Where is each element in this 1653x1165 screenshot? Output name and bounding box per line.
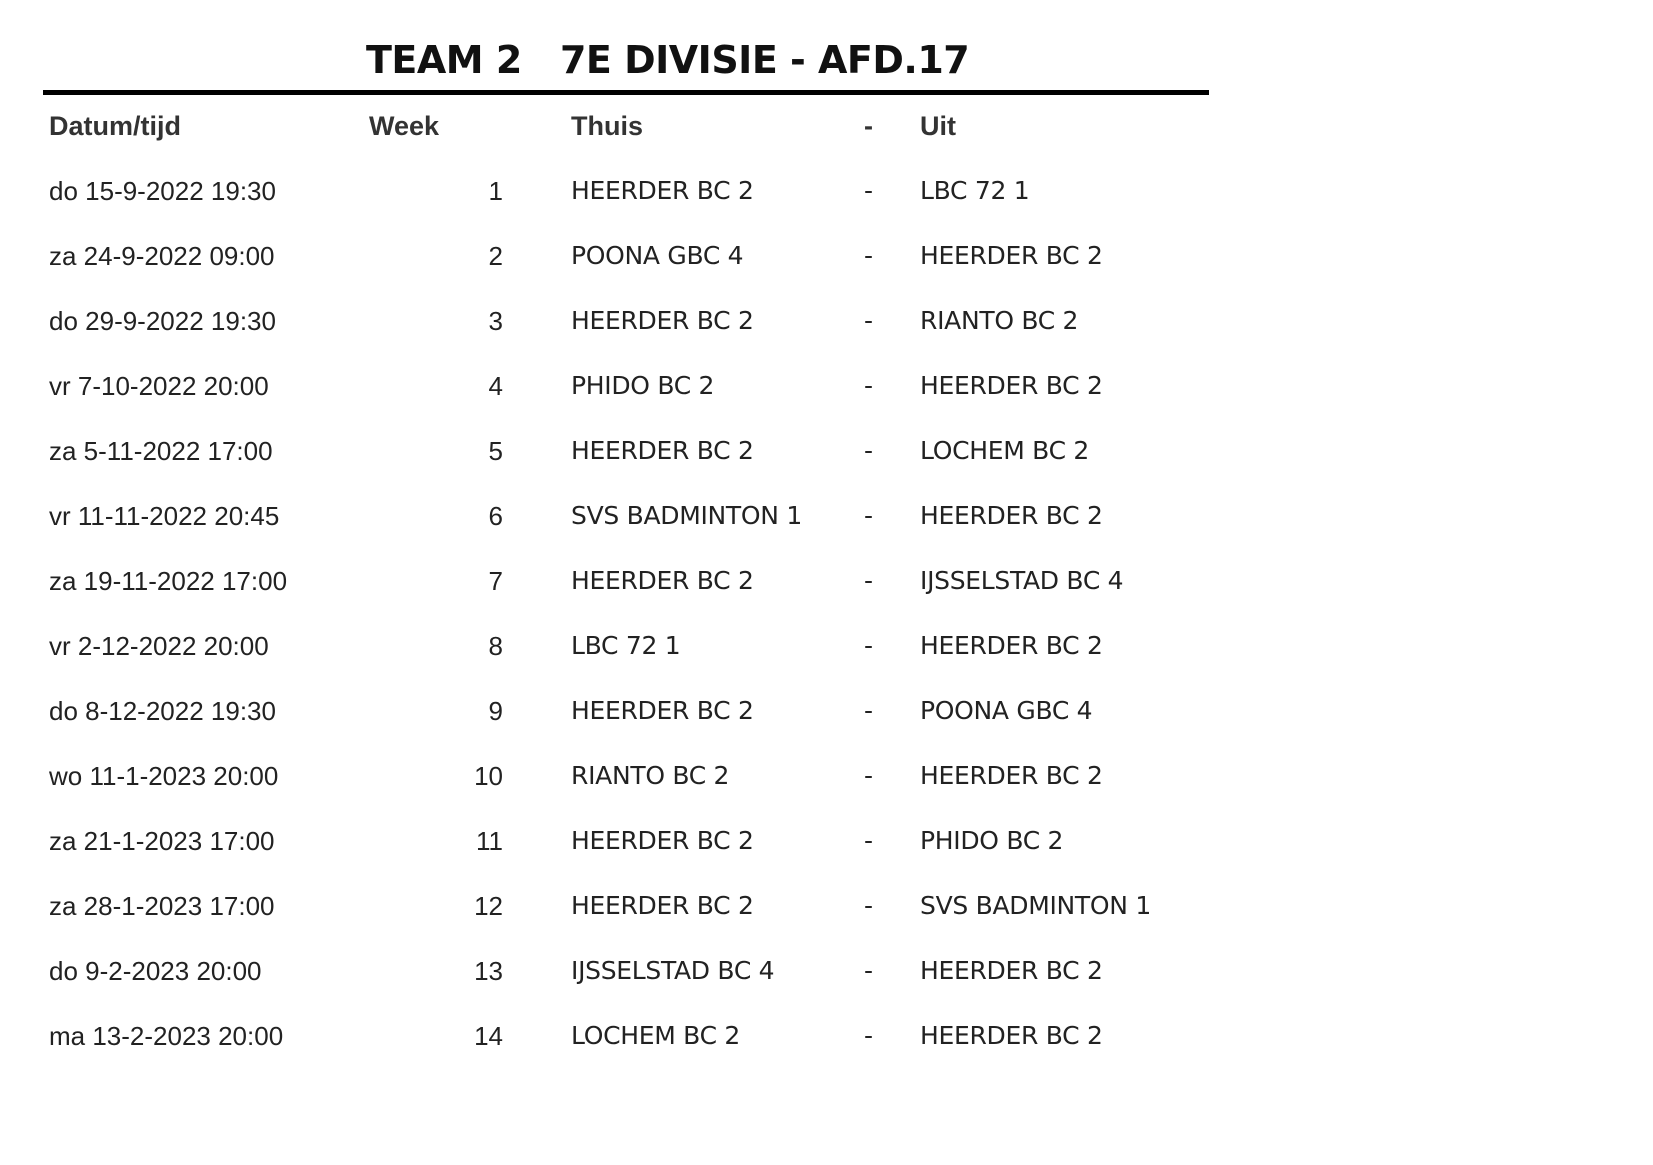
- column-header-week: Week: [369, 111, 440, 141]
- match-date: za 28-1-2023 17:00: [49, 891, 275, 921]
- match-separator: -: [864, 1021, 873, 1050]
- match-home-team: POONA GBC 4: [571, 241, 744, 270]
- table-row: [0, 561, 1653, 601]
- match-home-team: HEERDER BC 2: [571, 176, 754, 205]
- column-header-date: Datum/tijd: [49, 111, 181, 141]
- match-separator: -: [864, 891, 873, 920]
- match-week: 12: [474, 891, 503, 921]
- match-home-team: LBC 72 1: [571, 631, 681, 660]
- match-away-team: PHIDO BC 2: [920, 826, 1064, 855]
- match-separator: -: [864, 371, 873, 400]
- match-week: 1: [488, 176, 503, 206]
- match-away-team: HEERDER BC 2: [920, 1021, 1103, 1050]
- match-home-team: HEERDER BC 2: [571, 891, 754, 920]
- match-home-team: IJSSELSTAD BC 4: [571, 956, 775, 985]
- match-week: 5: [488, 436, 503, 466]
- match-home-team: HEERDER BC 2: [571, 566, 754, 595]
- match-date: vr 2-12-2022 20:00: [49, 631, 269, 661]
- table-row: [0, 756, 1653, 796]
- table-row: [0, 301, 1653, 341]
- match-date: do 9-2-2023 20:00: [49, 956, 262, 986]
- match-date: do 15-9-2022 19:30: [49, 176, 276, 206]
- match-away-team: POONA GBC 4: [920, 696, 1093, 725]
- match-date: ma 13-2-2023 20:00: [49, 1021, 284, 1051]
- match-separator: -: [864, 956, 873, 985]
- match-away-team: LOCHEM BC 2: [920, 436, 1090, 465]
- column-header-home: Thuis: [571, 111, 643, 141]
- match-home-team: HEERDER BC 2: [571, 826, 754, 855]
- match-separator: -: [864, 176, 873, 205]
- table-row: [0, 821, 1653, 861]
- match-home-team: SVS BADMINTON 1: [571, 501, 802, 530]
- match-away-team: HEERDER BC 2: [920, 371, 1103, 400]
- match-week: 4: [488, 371, 503, 401]
- match-week: 13: [474, 956, 503, 986]
- match-separator: -: [864, 761, 873, 790]
- match-away-team: HEERDER BC 2: [920, 631, 1103, 660]
- match-date: do 29-9-2022 19:30: [49, 306, 276, 336]
- match-separator: -: [864, 696, 873, 725]
- match-away-team: LBC 72 1: [920, 176, 1030, 205]
- page-title: TEAM 2 7E DIVISIE - AFD.17: [366, 38, 970, 82]
- match-home-team: RIANTO BC 2: [571, 761, 730, 790]
- match-week: 8: [488, 631, 503, 661]
- table-row: [0, 691, 1653, 731]
- match-away-team: HEERDER BC 2: [920, 501, 1103, 530]
- match-week: 10: [474, 761, 503, 791]
- match-week: 11: [476, 826, 503, 856]
- match-away-team: SVS BADMINTON 1: [920, 891, 1151, 920]
- table-row: [0, 236, 1653, 276]
- column-header-away: Uit: [920, 111, 956, 141]
- match-home-team: PHIDO BC 2: [571, 371, 715, 400]
- table-row: [0, 431, 1653, 471]
- match-date: vr 11-11-2022 20:45: [49, 501, 280, 531]
- table-row: [0, 366, 1653, 406]
- match-away-team: IJSSELSTAD BC 4: [920, 566, 1124, 595]
- match-away-team: HEERDER BC 2: [920, 956, 1103, 985]
- table-row: [0, 496, 1653, 536]
- match-date: vr 7-10-2022 20:00: [49, 371, 269, 401]
- match-date: za 5-11-2022 17:00: [49, 436, 273, 466]
- match-away-team: RIANTO BC 2: [920, 306, 1079, 335]
- match-separator: -: [864, 501, 873, 530]
- match-home-team: HEERDER BC 2: [571, 306, 754, 335]
- column-header-separator: -: [864, 111, 873, 141]
- match-separator: -: [864, 306, 873, 335]
- match-week: 7: [488, 566, 503, 596]
- match-date: do 8-12-2022 19:30: [49, 696, 276, 726]
- match-week: 9: [488, 696, 503, 726]
- table-row: [0, 951, 1653, 991]
- table-row: [0, 171, 1653, 211]
- match-separator: -: [864, 566, 873, 595]
- match-week: 14: [474, 1021, 503, 1051]
- match-separator: -: [864, 436, 873, 465]
- match-separator: -: [864, 241, 873, 270]
- match-home-team: HEERDER BC 2: [571, 436, 754, 465]
- table-header: [0, 106, 1653, 146]
- match-date: za 24-9-2022 09:00: [49, 241, 275, 271]
- match-separator: -: [864, 826, 873, 855]
- match-home-team: LOCHEM BC 2: [571, 1021, 741, 1050]
- match-week: 6: [488, 501, 503, 531]
- match-home-team: HEERDER BC 2: [571, 696, 754, 725]
- match-week: 2: [488, 241, 503, 271]
- table-row: [0, 626, 1653, 666]
- match-separator: -: [864, 631, 873, 660]
- match-week: 3: [488, 306, 503, 336]
- match-away-team: HEERDER BC 2: [920, 761, 1103, 790]
- table-row: [0, 1016, 1653, 1056]
- match-date: wo 11-1-2023 20:00: [49, 761, 279, 791]
- table-row: [0, 886, 1653, 926]
- match-date: za 19-11-2022 17:00: [49, 566, 288, 596]
- title-underline: [43, 90, 1209, 95]
- match-date: za 21-1-2023 17:00: [49, 826, 275, 856]
- match-away-team: HEERDER BC 2: [920, 241, 1103, 270]
